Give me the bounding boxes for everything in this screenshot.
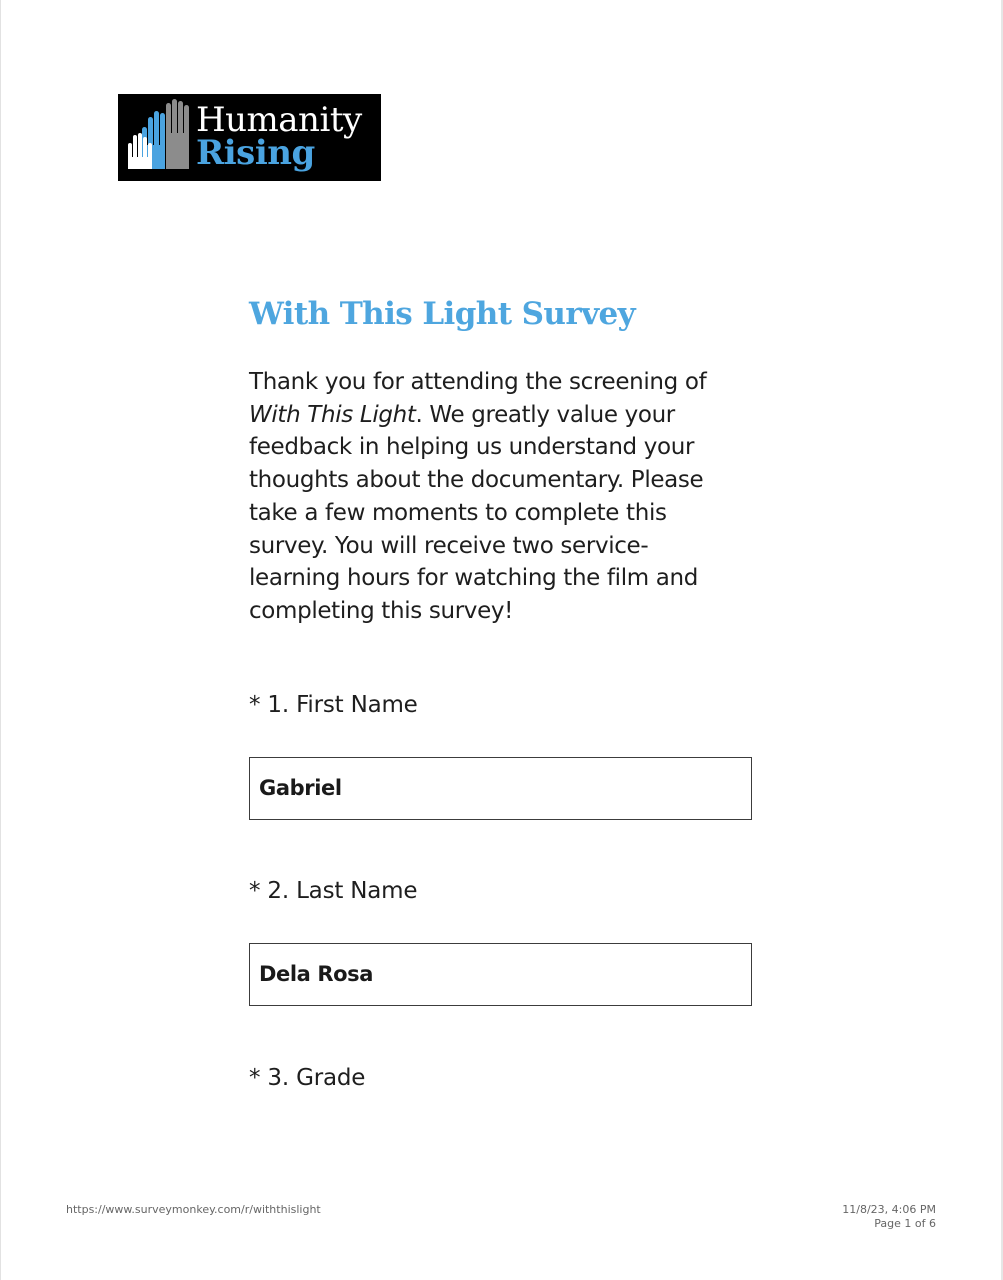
intro-line: Thank you for attending the screening of — [249, 369, 707, 395]
footer-timestamp: 11/8/23, 4:06 PM — [842, 1203, 936, 1216]
intro-line: feedback in helping us understand your — [249, 434, 695, 461]
intro-line: survey. You will receive two service- — [249, 532, 649, 559]
intro-line: learning hours for watching the film and — [249, 565, 698, 592]
first-name-field[interactable] — [249, 757, 752, 820]
intro-line: completing this survey! — [249, 597, 513, 624]
film-title: With This Light — [249, 401, 416, 428]
footer-url: https://www.surveymonkey.com/r/withthislight — [66, 1203, 321, 1216]
intro-line: take a few moments to complete this — [249, 499, 667, 526]
logo-text-humanity: Humanity — [196, 100, 362, 140]
survey-title: With This Light Survey — [249, 296, 636, 332]
last-name-value: Dela Rosa — [259, 962, 374, 986]
page-edge — [0, 0, 1, 1280]
raised-hands-icon — [124, 97, 194, 177]
logo-text-rising: Rising — [196, 133, 315, 173]
first-name-value: Gabriel — [259, 776, 342, 800]
humanity-rising-logo — [118, 94, 381, 181]
question-grade-label: * 3. Grade — [249, 1065, 366, 1091]
footer-page-number: Page 1 of 6 — [874, 1217, 936, 1230]
survey-intro — [249, 366, 749, 628]
footer-meta — [842, 1203, 936, 1231]
intro-line: With This Light. We greatly value your — [249, 401, 675, 428]
last-name-field[interactable] — [249, 943, 752, 1006]
question-first-name-label: * 1. First Name — [249, 692, 418, 718]
intro-line: thoughts about the documentary. Please — [249, 467, 704, 494]
question-last-name-label: * 2. Last Name — [249, 878, 418, 904]
